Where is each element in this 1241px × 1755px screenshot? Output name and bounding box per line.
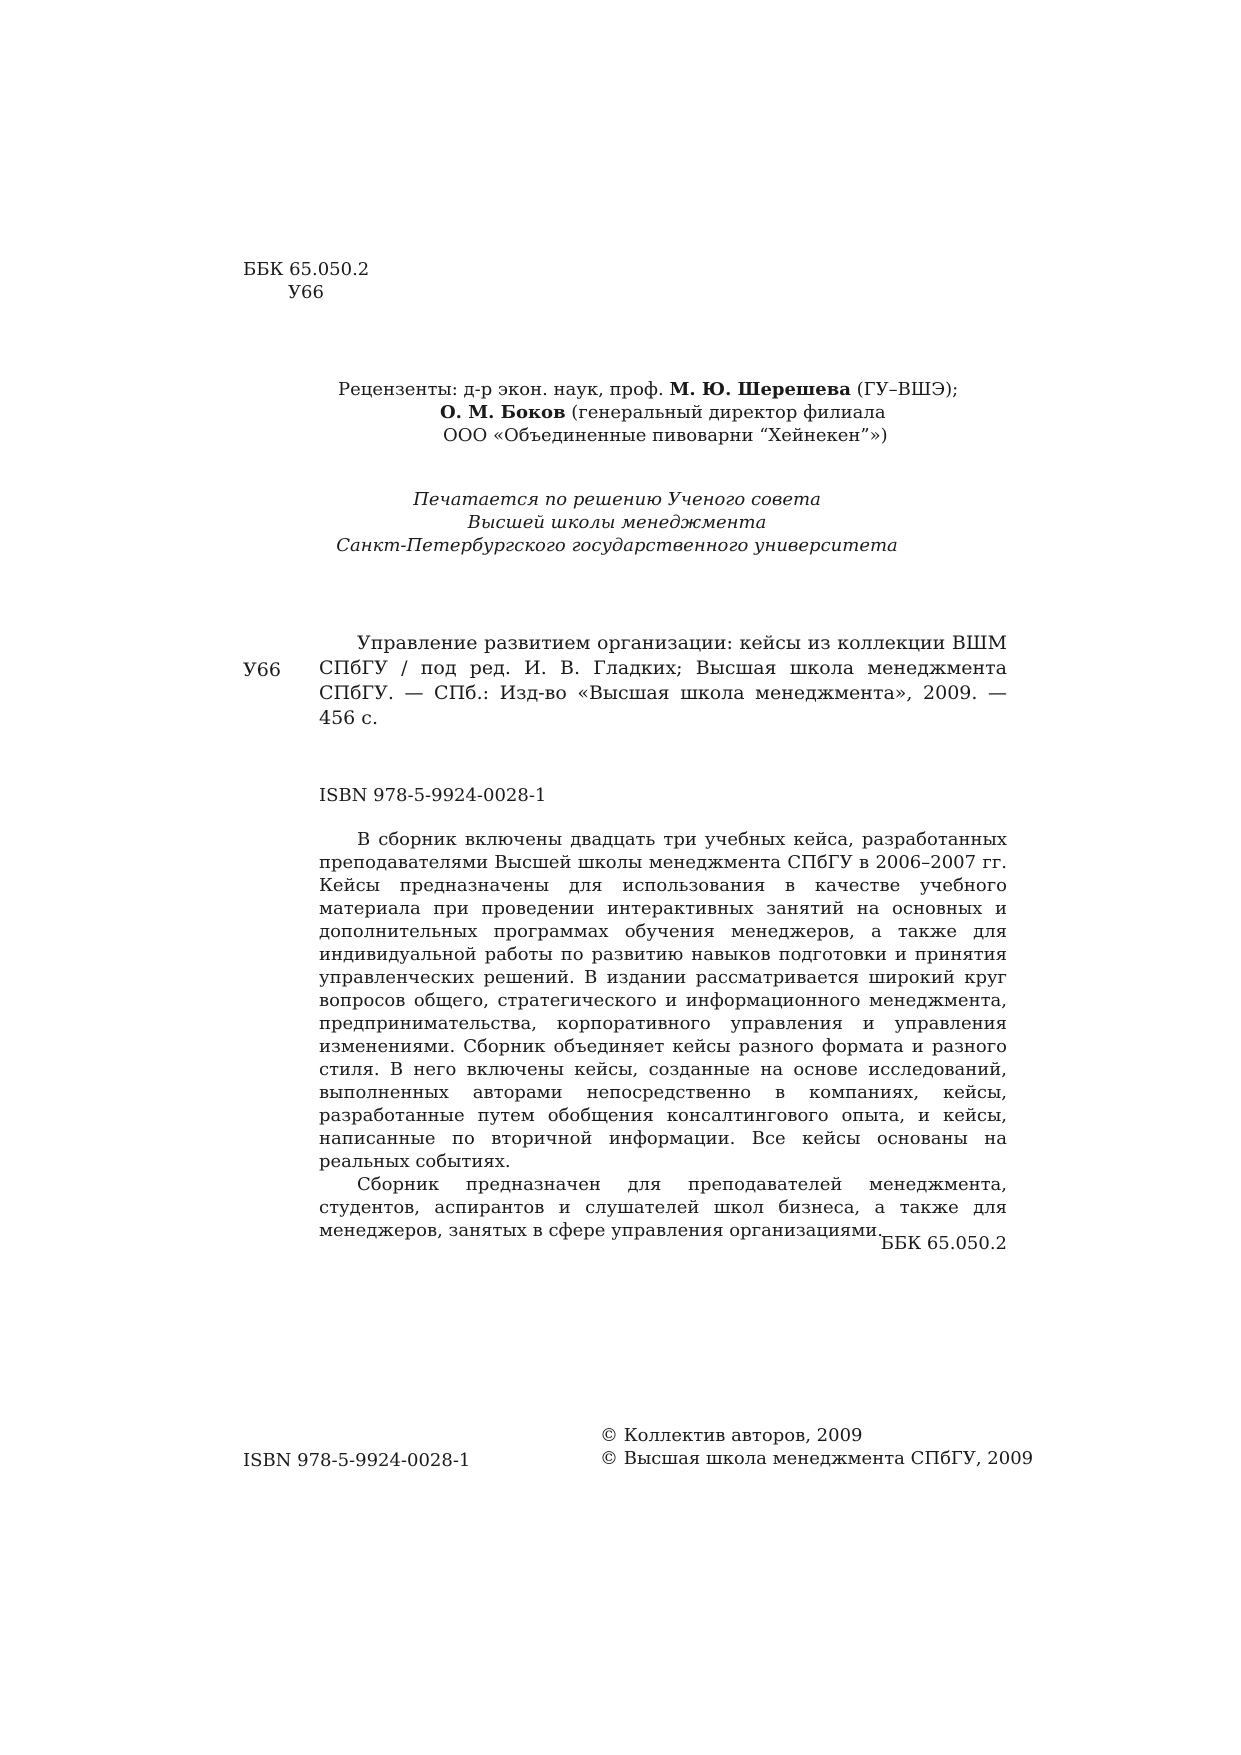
abstract-paragraph-1: В сборник включены двадцать три учебных кейса, разработанных преподавателями Высшей школы менеджмента СПбГУ в 2006–2007 гг. Кейсы предназначены для использования в качестве учебного материала при проведении интерактивных занятий на основных и дополнительных программах обучения менеджеров, а также для индивидуальной работы по развитию навыков подготовки и принятия управленческих решений. В издании рассматривается широкий круг вопросов общего, стратегического и информационного менеджмента, предпринимательства, корпоративного управления и управления изменениями. Сборник объединяет кейсы разного формата и разного стиля. В него включены кейсы, созданные на основе исследований, выполненных авторами непосредственно в компаниях, кейсы, разработанные путем обобщения консалтингового опыта, и кейсы, написанные по вторичной информации. Все кейсы основаны на реальных событиях. — [319, 829, 1007, 1172]
approval-note — [300, 488, 934, 557]
reviewers-block — [338, 378, 959, 447]
reviewer-2-name: О. М. Боков — [440, 402, 566, 423]
copyright-block — [600, 1424, 1033, 1470]
reviewer-1-org: (ГУ–ВШЭ); — [850, 379, 959, 400]
reviewers-label: Рецензенты: д-р экон. наук, проф. — [338, 379, 670, 400]
isbn-footer: ISBN 978-5-9924-0028-1 — [243, 1450, 471, 1471]
copyright-line-1: © Коллектив авторов, 2009 — [600, 1425, 863, 1446]
catalog-entry — [319, 631, 1007, 731]
bbk-header — [243, 258, 369, 304]
catalog-text: Управление развитием организации: кейсы из коллекции ВШМ СПбГУ / под ред. И. В. Гладких; Высшая школа менеджмента СПбГУ. — СПб.: Изд-во «Высшая школа менеджмента», 2009. — 456 с. — [319, 632, 1007, 729]
abstract — [319, 828, 1007, 1242]
abstract-paragraph-2: Сборник предназначен для преподавателей менеджмента, студентов, аспирантов и слушателей школ бизнеса, а также для менеджеров, занятых в сфере управления организациями. — [319, 1174, 1007, 1241]
approval-line-3: Санкт-Петербургского государственного университета — [336, 535, 898, 556]
catalog-author-mark: У66 — [243, 659, 281, 681]
approval-line-1: Печатается по решению Ученого совета — [413, 489, 821, 510]
reviewer-line-2 — [338, 401, 938, 424]
reviewer-1-name: М. Ю. Шерешева — [669, 379, 851, 400]
reviewer-2-role: (генеральный директор филиала — [565, 402, 886, 423]
approval-line-2: Высшей школы менеджмента — [467, 512, 767, 533]
reviewer-2-org: ООО «Объединенные пивоварни “Хейнекен”») — [443, 425, 888, 446]
reviewer-line-1 — [338, 378, 959, 401]
author-mark: У66 — [288, 282, 324, 303]
copyright-line-2: © Высшая школа менеджмента СПбГУ, 2009 — [600, 1448, 1034, 1469]
bbk-footer: ББК 65.050.2 — [880, 1233, 1007, 1254]
isbn-entry: ISBN 978-5-9924-0028-1 — [319, 785, 547, 806]
bbk-code: ББК 65.050.2 — [243, 259, 370, 280]
